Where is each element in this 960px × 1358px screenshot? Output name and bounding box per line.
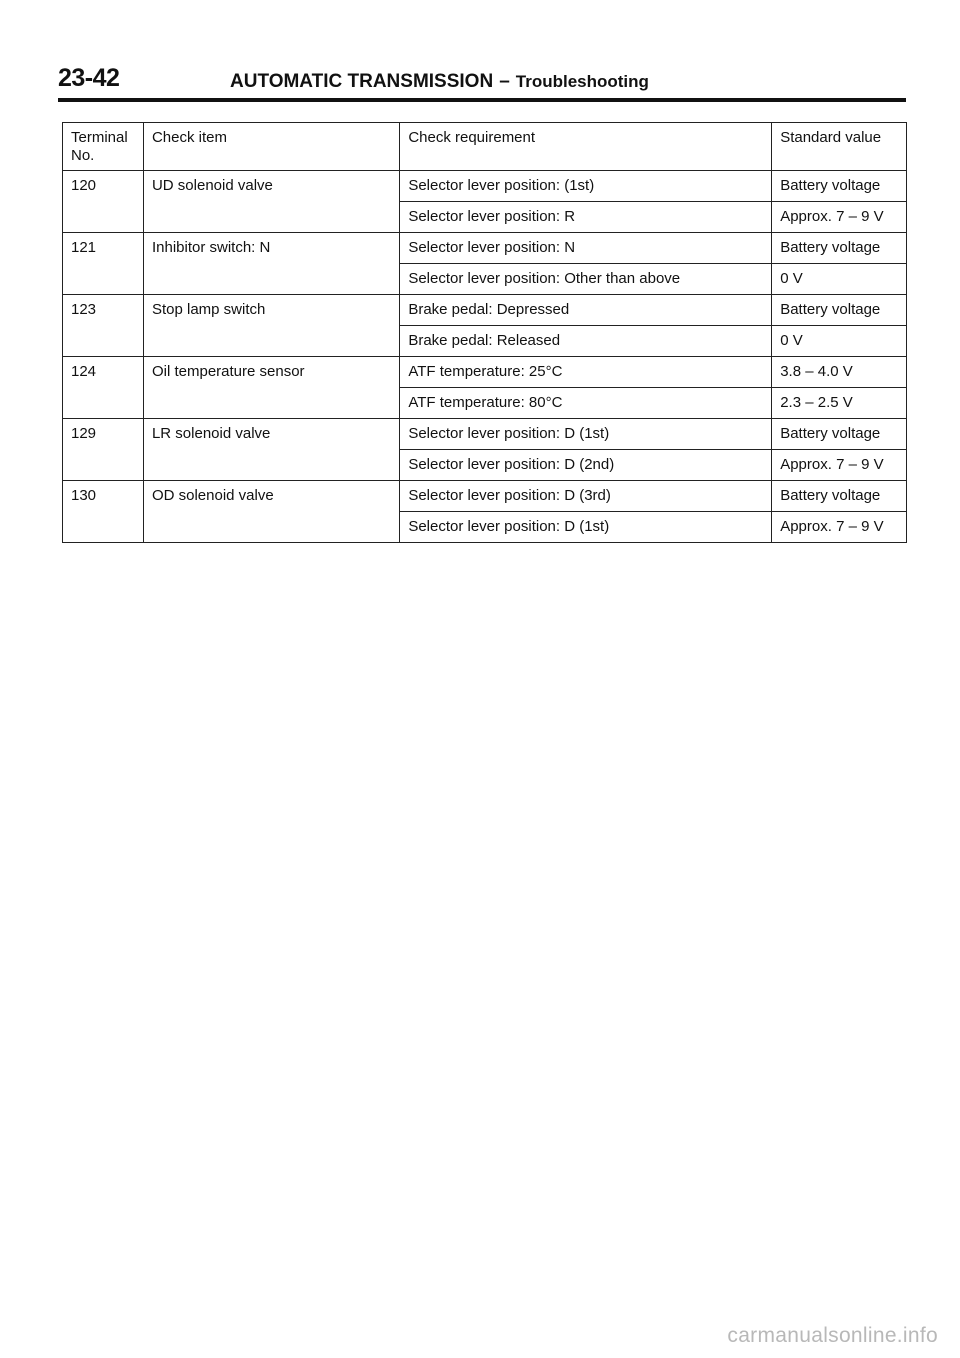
header-check-requirement: Check requirement [400,123,772,171]
standard-value: 2.3 – 2.5 V [772,388,907,419]
check-item: OD solenoid valve [143,481,399,543]
subsection-name: Troubleshooting [515,72,649,91]
watermark: carmanualsonline.info [727,1324,938,1347]
terminal-number: 129 [63,419,144,481]
check-requirement: ATF temperature: 80°C [400,388,772,419]
standard-value: 0 V [772,264,907,295]
table-row [63,233,907,264]
header-check-item: Check item [143,123,399,171]
check-requirement: Selector lever position: (1st) [400,171,772,202]
check-requirement: Selector lever position: N [400,233,772,264]
table-row [63,357,907,388]
terminal-number: 130 [63,481,144,543]
check-requirement: Selector lever position: D (2nd) [400,450,772,481]
terminal-number: 123 [63,295,144,357]
header-standard-value: Standard value [772,123,907,171]
header-terminal-line1: Terminal [71,129,128,146]
title-separator: – [499,71,510,92]
standard-value: Approx. 7 – 9 V [772,450,907,481]
header-rule [58,98,906,102]
check-item: Stop lamp switch [143,295,399,357]
check-requirement: Selector lever position: R [400,202,772,233]
standard-value: Battery voltage [772,419,907,450]
check-requirement: Brake pedal: Depressed [400,295,772,326]
header-terminal-no [63,123,144,171]
standard-value: Battery voltage [772,171,907,202]
table-row [63,481,907,512]
table-row [63,171,907,202]
section-title [230,71,649,93]
check-requirement: Selector lever position: D (1st) [400,512,772,543]
page-header [58,64,906,102]
table-row [63,295,907,326]
standard-value: 0 V [772,326,907,357]
table-row [63,419,907,450]
section-name: AUTOMATIC TRANSMISSION [230,71,494,92]
table-header-row [63,123,907,171]
header-terminal-line2: No. [71,147,95,164]
check-requirement: ATF temperature: 25°C [400,357,772,388]
standard-value: 3.8 – 4.0 V [772,357,907,388]
standard-value: Approx. 7 – 9 V [772,202,907,233]
check-item: Oil temperature sensor [143,357,399,419]
standard-value: Battery voltage [772,481,907,512]
check-requirement: Selector lever position: D (3rd) [400,481,772,512]
standard-value: Approx. 7 – 9 V [772,512,907,543]
check-requirement: Selector lever position: D (1st) [400,419,772,450]
terminal-number: 124 [63,357,144,419]
terminal-number: 121 [63,233,144,295]
check-requirement: Selector lever position: Other than above [400,264,772,295]
check-item: Inhibitor switch: N [143,233,399,295]
terminal-check-table [62,122,907,543]
terminal-number: 120 [63,171,144,233]
standard-value: Battery voltage [772,295,907,326]
check-item: LR solenoid valve [143,419,399,481]
standard-value: Battery voltage [772,233,907,264]
check-requirement: Brake pedal: Released [400,326,772,357]
check-item: UD solenoid valve [143,171,399,233]
page-number: 23-42 [58,64,120,92]
